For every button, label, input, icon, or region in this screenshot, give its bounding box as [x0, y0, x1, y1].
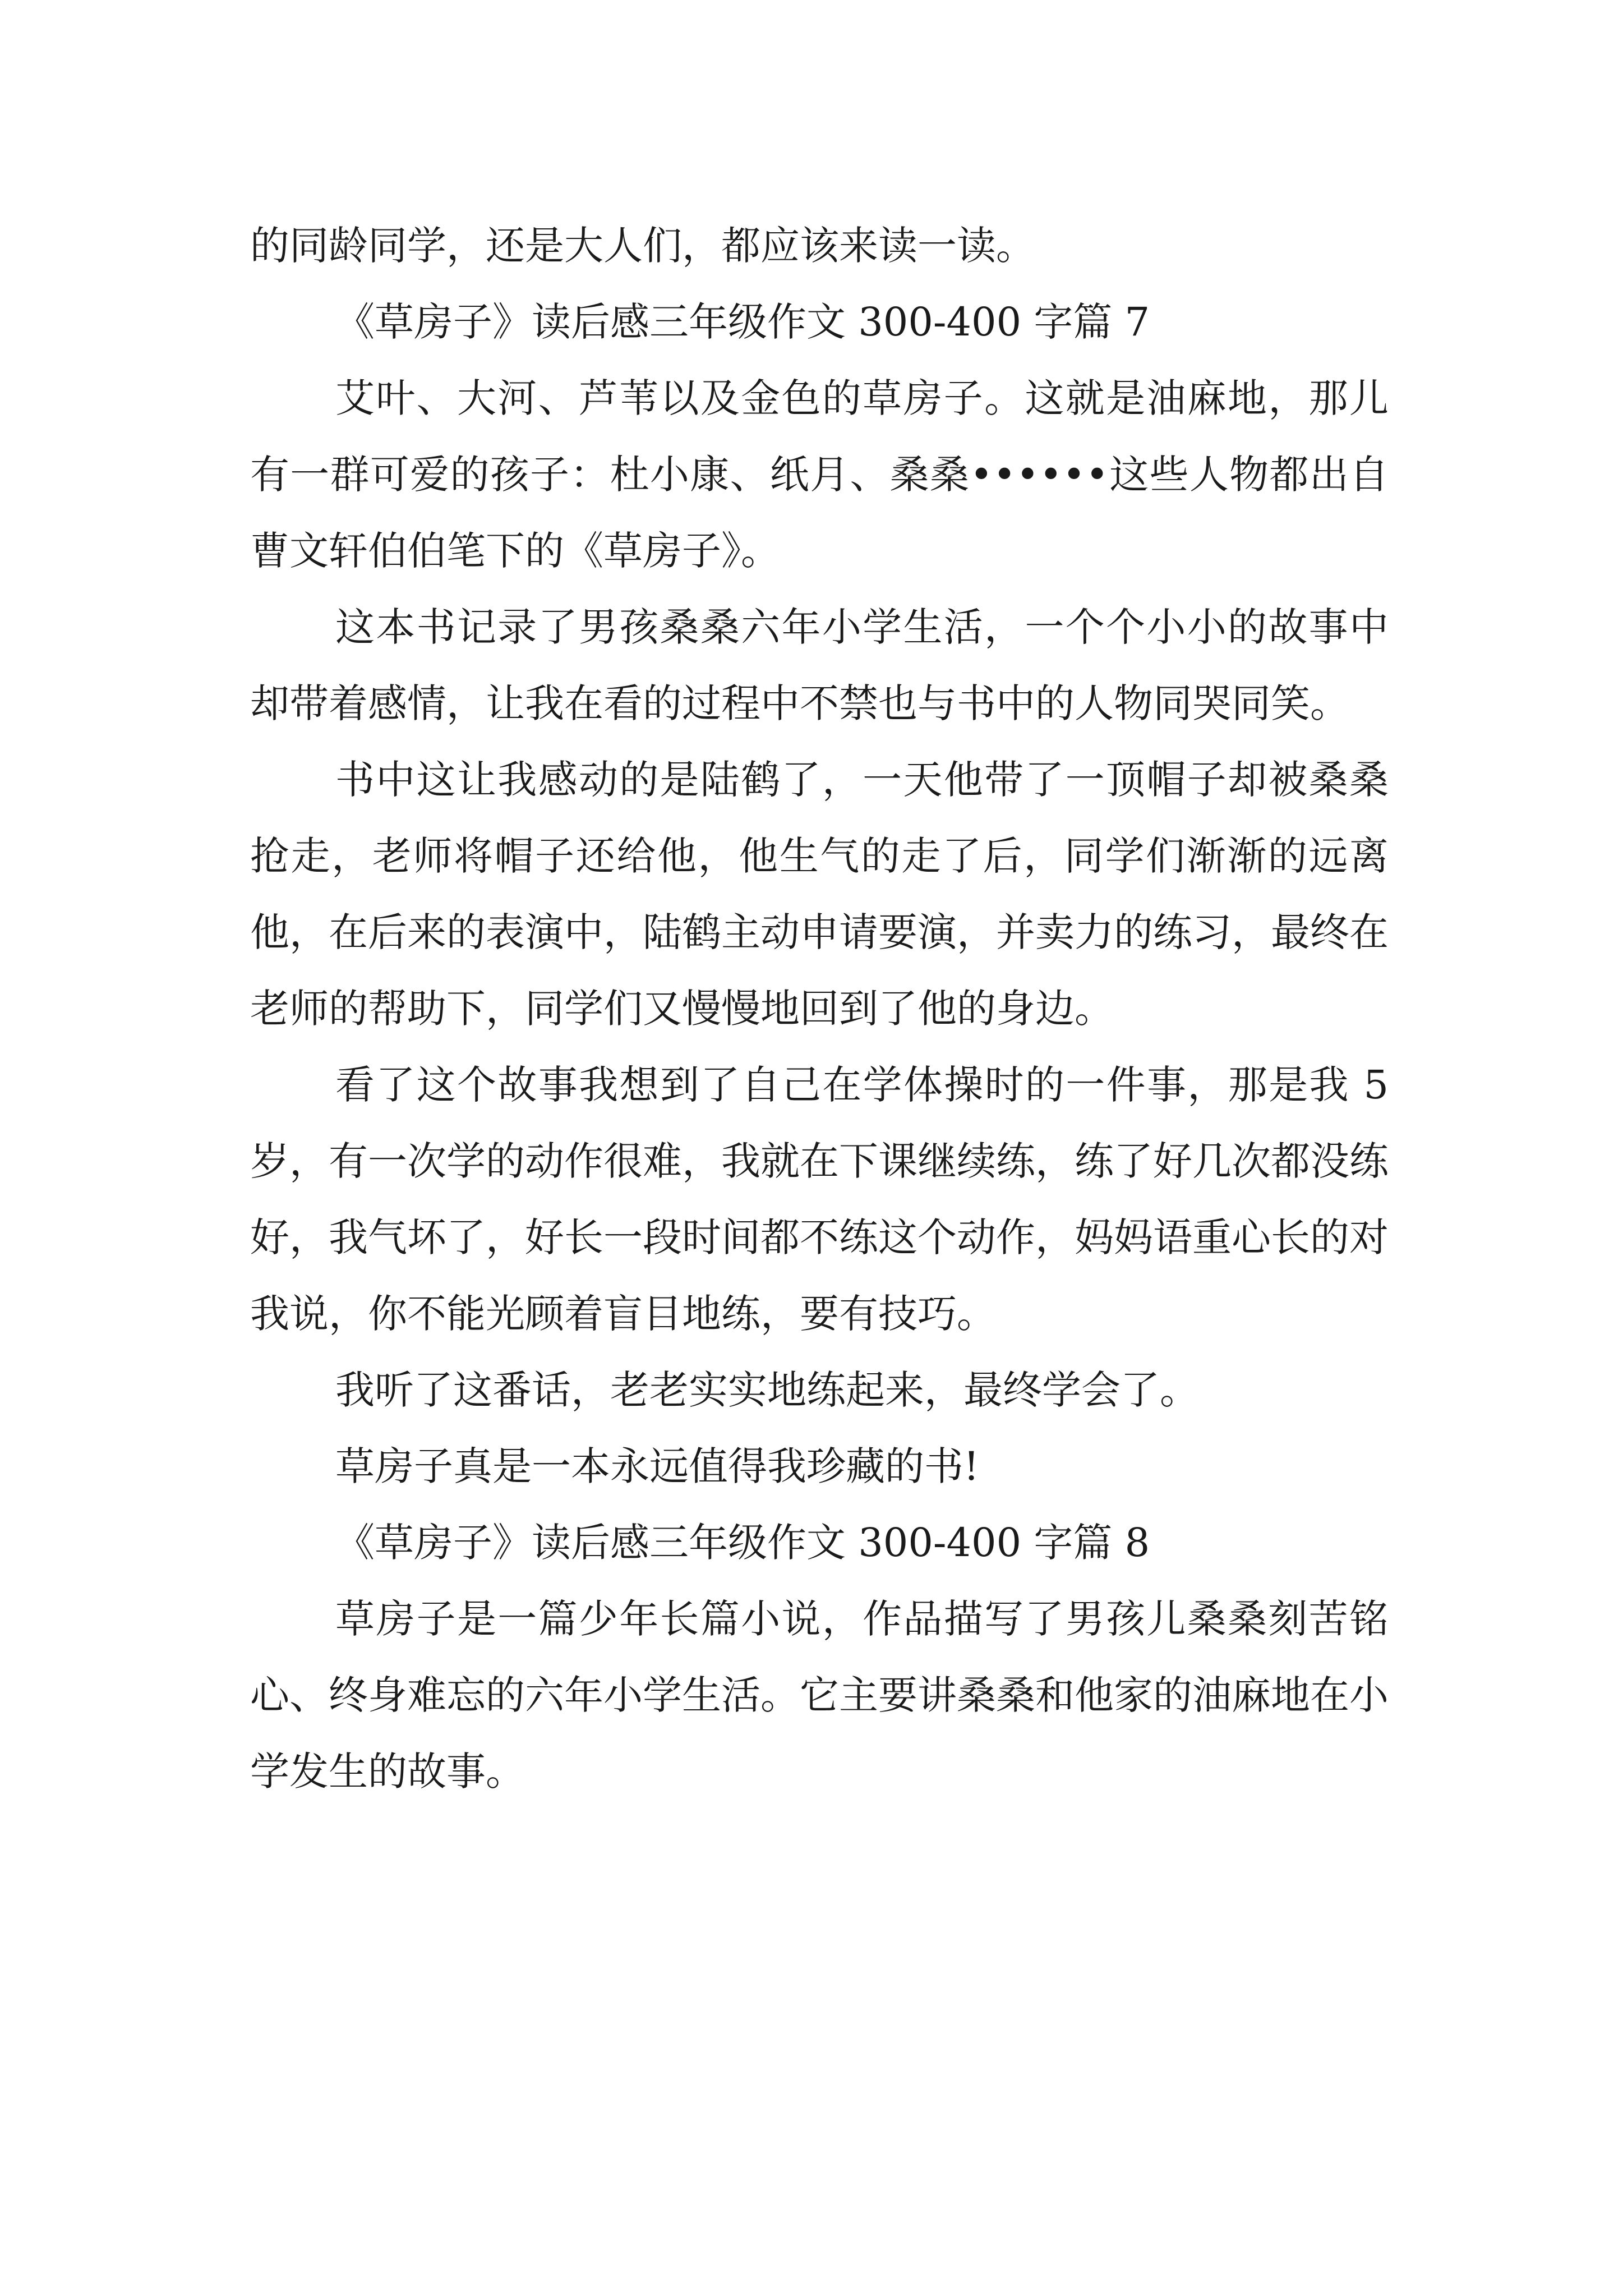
paragraph: 书中这让我感动的是陆鹤了，一天他带了一顶帽子却被桑桑抢走，老师将帽子还给他，他生气的走了后，同学们渐渐的远离他，在后来的表演中，陆鹤主动申请要演，并卖力的练习，最终在老师的帮助下，同学们又慢慢地回到了他的身边。 — [250, 757, 1389, 1032]
paragraph: 草房子是一篇少年长篇小说，作品描写了男孩儿桑桑刻苦铭心、终身难忘的六年小学生活。它主要讲桑桑和他家的油麻地在小学发生的故事。 — [250, 1596, 1389, 1795]
paragraph-continuation: 的同龄同学，还是大人们，都应该来读一读。 — [250, 223, 1035, 269]
paragraph: 我听了这番话，老老实实地练起来，最终学会了。 — [335, 1367, 1199, 1413]
paragraph: 看了这个故事我想到了自己在学体操时的一件事，那是我 5 岁，有一次学的动作很难，我就在下课继续练，练了好几次都没练好，我气坏了，好长一段时间都不练这个动作，妈妈语重心长的对我说，你不能光顾着盲目地练，要有技巧。 — [250, 1062, 1389, 1337]
paragraph: 艾叶、大河、芦苇以及金色的草房子。这就是油麻地，那儿有一群可爱的孩子：杜小康、纸月、桑桑••••••这些人物都出自曹文轩伯伯笔下的《草房子》。 — [250, 375, 1389, 574]
paragraph: 草房子真是一本永远值得我珍藏的书! — [335, 1443, 980, 1489]
paragraph: 这本书记录了男孩桑桑六年小学生活，一个个小小的故事中却带着感情，让我在看的过程中不禁也与书中的人物同哭同笑。 — [250, 604, 1389, 726]
section-heading-8: 《草房子》读后感三年级作文 300-400 字篇 8 — [335, 1520, 1150, 1566]
section-heading-7: 《草房子》读后感三年级作文 300-400 字篇 7 — [335, 299, 1150, 345]
document-body — [250, 208, 1389, 1810]
